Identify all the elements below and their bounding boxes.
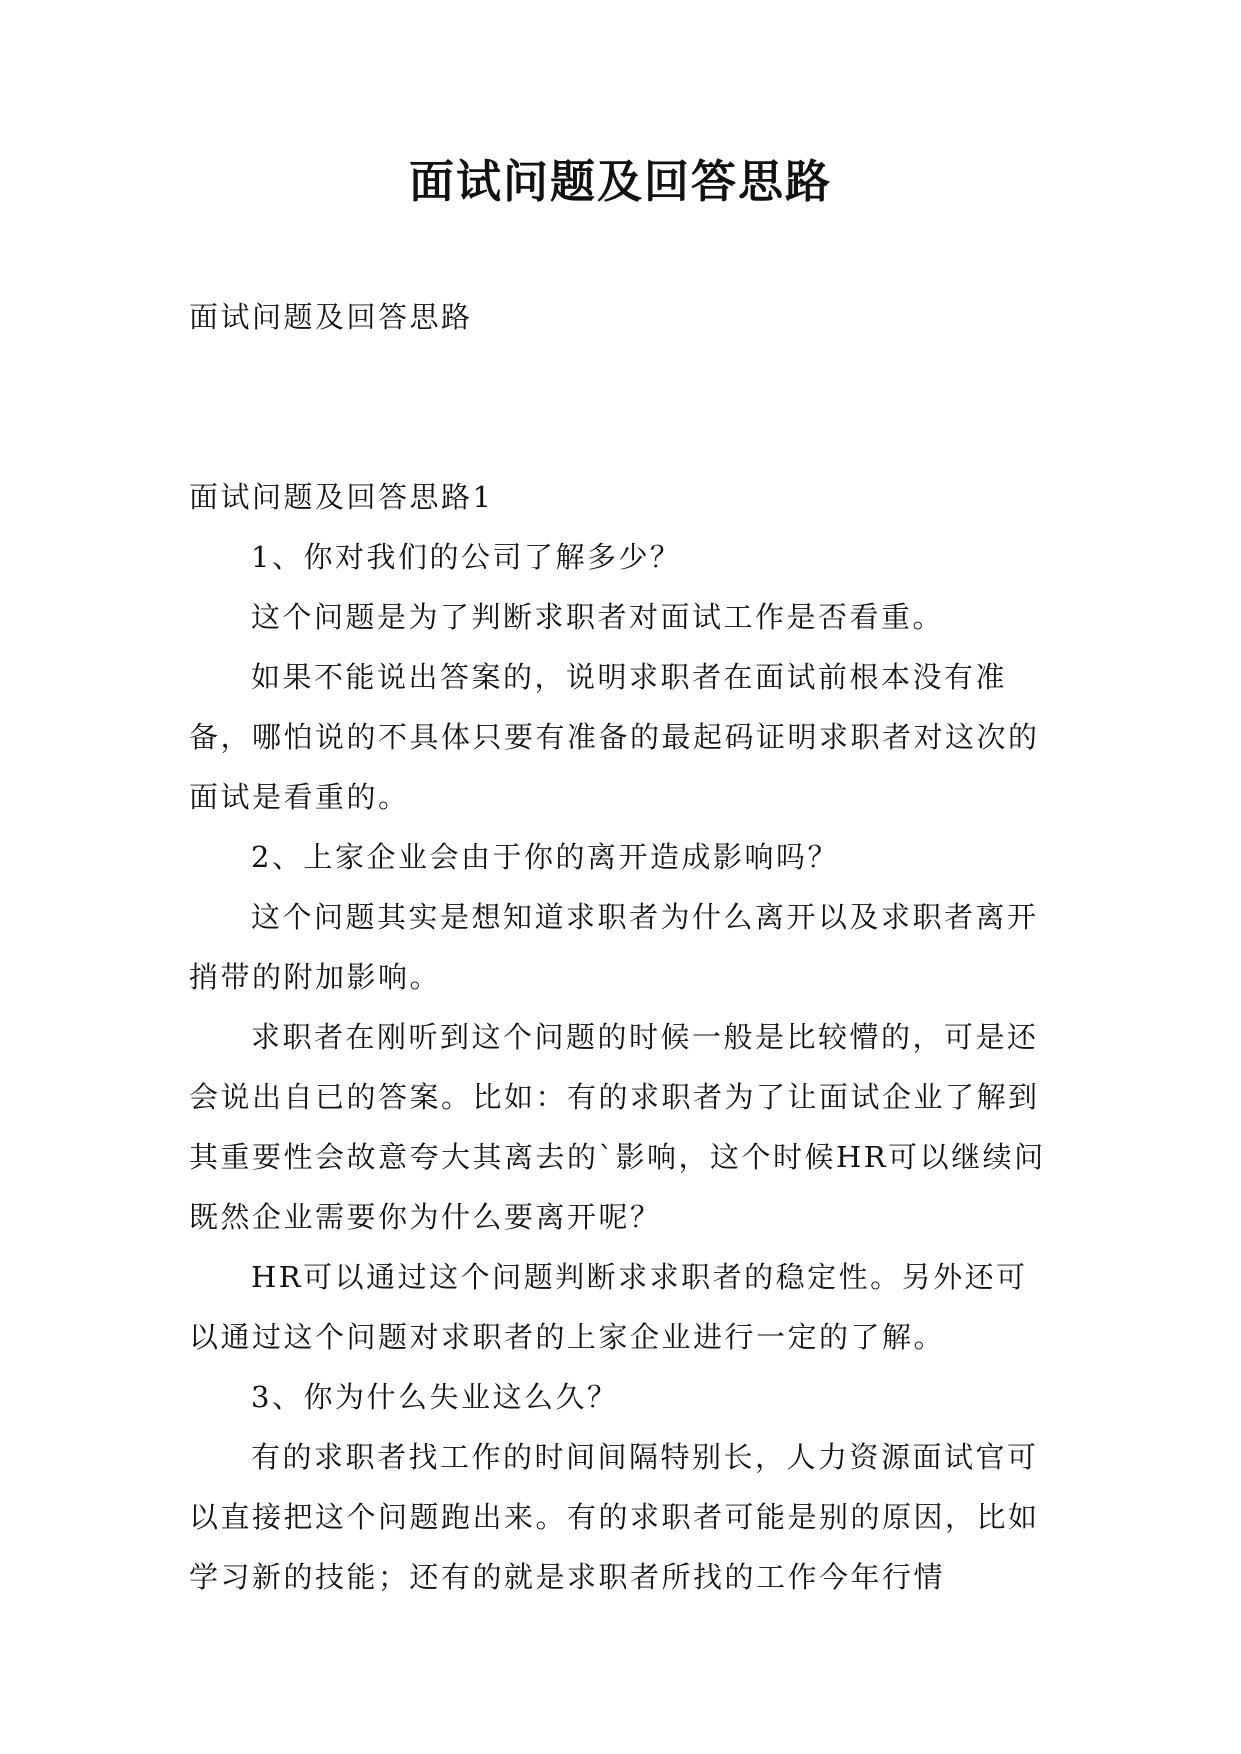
paragraph: 如果不能说出答案的，说明求职者在面试前根本没有准备，哪怕说的不具体只要有准备的最起码证明求职者对这次的面试是看重的。 bbox=[189, 660, 1040, 814]
question-1: 1、你对我们的公司了解多少？ bbox=[251, 540, 682, 574]
paragraph: 求职者在刚听到这个问题的时候一般是比较懵的，可是还会说出自已的答案。比如：有的求职者为了让面试企业了解到其重要性会故意夸大其离去的`影响，这个时候HR可以继续问既然企业需要你为什么要离开呢？ bbox=[189, 1020, 1046, 1234]
document-title: 面试问题及回答思路 bbox=[408, 155, 832, 208]
question-2: 2、上家企业会由于你的离开造成影响吗？ bbox=[251, 840, 839, 874]
spacer bbox=[189, 347, 1055, 467]
paragraph: 有的求职者找工作的时间间隔特别长，人力资源面试官可以直接把这个问题跑出来。有的求职者可能是别的原因，比如学习新的技能；还有的就是求职者所找的工作今年行情 bbox=[189, 1440, 1040, 1594]
question-3: 3、你为什么失业这么久？ bbox=[251, 1380, 619, 1414]
paragraph: HR可以通过这个问题判断求求职者的稳定性。另外还可以通过这个问题对求职者的上家企业进行一定的了解。 bbox=[189, 1260, 1028, 1354]
section-heading: 面试问题及回答思路1 bbox=[189, 480, 494, 514]
paragraph: 这个问题其实是想知道求职者为什么离开以及求职者离开捎带的附加影响。 bbox=[189, 900, 1039, 994]
document-body bbox=[189, 287, 1055, 1607]
paragraph: 这个问题是为了判断求职者对面试工作是否看重。 bbox=[251, 600, 945, 634]
document-subtitle: 面试问题及回答思路 bbox=[189, 300, 473, 334]
